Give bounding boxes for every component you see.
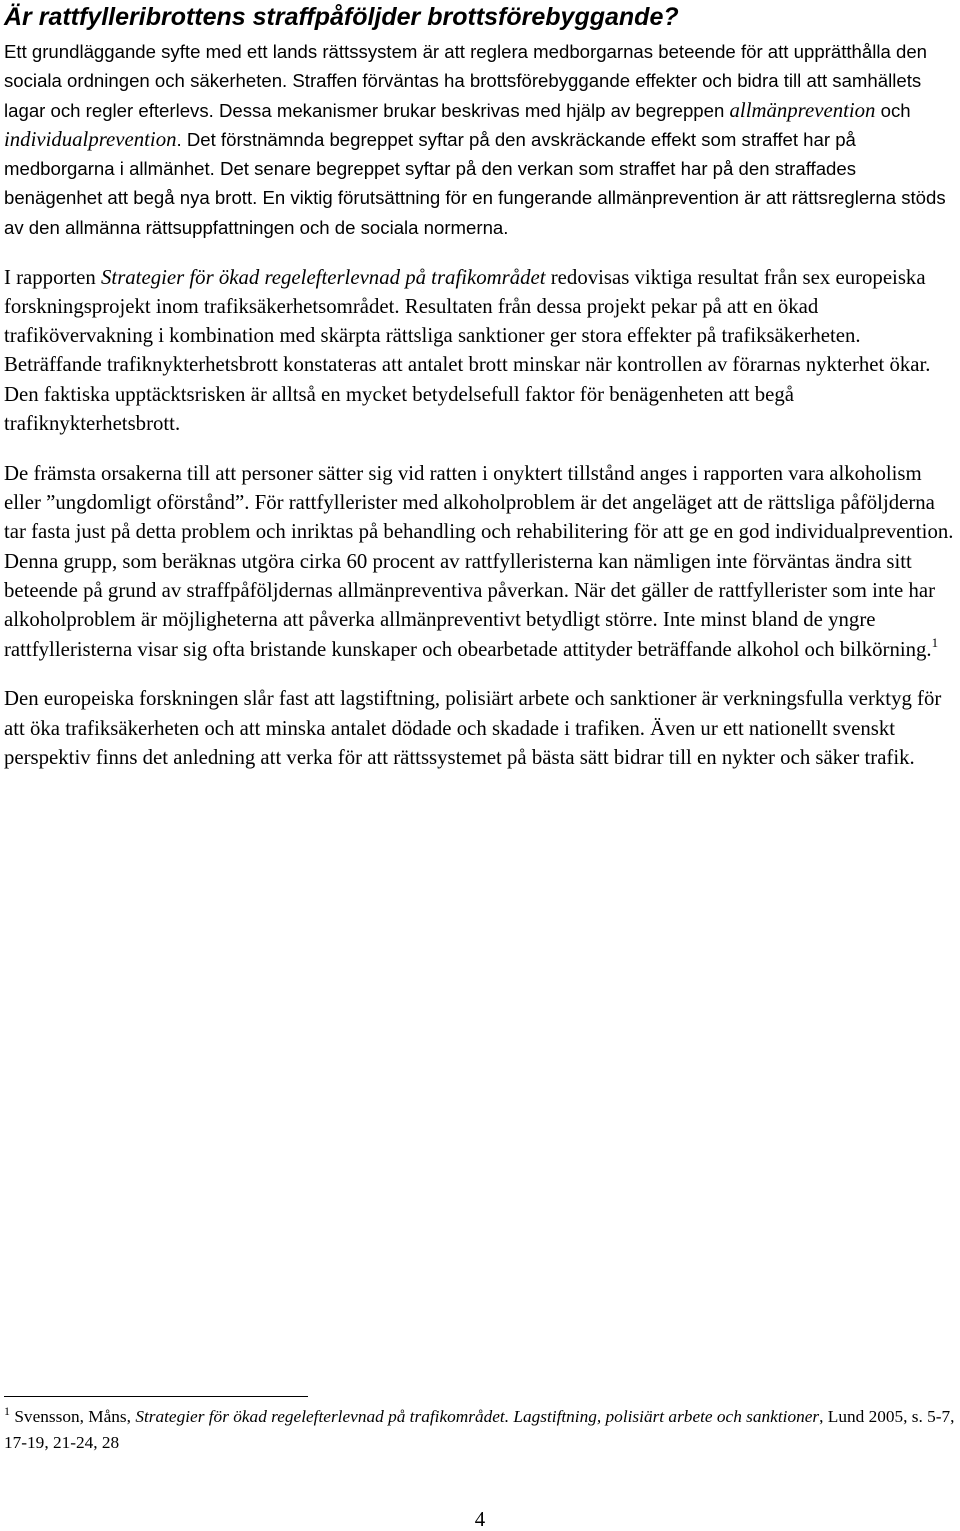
footnote-reference[interactable]: 1: [931, 634, 939, 650]
paragraph-conclusion: [4, 684, 956, 772]
report-title: Strategier för ökad regelefterlevnad på trafikområdet: [101, 265, 546, 289]
term-allmanprevention: allmänprevention: [729, 98, 876, 122]
footnote-source-title: Strategier för ökad regelefterlevnad på trafikområdet. Lagstiftning, polisiärt arbete och sanktioner: [135, 1407, 820, 1426]
footnote-separator: [4, 1396, 308, 1397]
paragraph-text: Ett grundläggande syfte med ett lands rättssystem är att reglera medborgarnas beteende för att upprätthålla den sociala ordningen och säkerheten. Straffen förväntas ha brottsförebyggande effekter och bidra till att samhällets lagar och regler efterlevs. Dessa mekanismer brukar beskrivas med hjälp av begreppen: [4, 41, 928, 121]
footnote-text: Svensson, Måns,: [10, 1407, 136, 1426]
paragraph-text: De främsta orsakerna till att personer sätter sig vid ratten i onyktert tillstånd anges i rapporten vara alkoholism eller ”ungdomligt oförstånd”. För rattfyllerister med alkoholproblem är det angeläget att de rättsliga påföljderna tar fasta just på detta problem och inriktas på behandling och rehabilitering för att ge en god individualprevention. Denna grupp, som beräknas utgöra cirka 60 procent av rattfylleristerna kan nämligen inte förväntas ändra sitt beteende på grund av straffpåföljdernas allmänpreventiva påverkan. När det gäller de rattfyllerister som inte har alkoholproblem är möjligheterna att påverka allmänpreventivt betydligt större. Inte minst bland de yngre rattfylleristerna visar sig ofta bristande kunskaper och obearbetade attityder beträffande alkohol och bilkörning.: [4, 461, 954, 661]
footnote: [4, 1404, 956, 1456]
footnote-number: 1: [4, 1404, 10, 1418]
page-number: 4: [474, 1508, 486, 1531]
paragraph-text: Den europeiska forskningen slår fast att lagstiftning, polisiärt arbete och sanktioner är verkningsfulla verktyg för att öka trafiksäkerheten och att minska antalet dödade och skadade i trafiken. Även ur ett nationellt svenskt perspektiv finns det anledning att verka för att rättssystemet på bästa sätt bidrar till en nykter och säker trafik.: [4, 687, 942, 770]
paragraph-text: . Det förstnämnda begreppet syftar på den avskräckande effekt som straffet har på medborgarna i allmänhet. Det senare begreppet syftar på den verkan som straffet har på den straffades benägenhet att begå nya brott. En viktig förutsättning för en fungerande allmänprevention är att rättsreglerna stöds av den allmänna rättsuppfattningen och de sociala normerna.: [4, 128, 946, 238]
section-heading: Är rattfylleribrottens straffpåföljder brottsförebyggande?: [4, 3, 679, 31]
paragraph-text: redovisas viktiga resultat från sex europeiska forskningsprojekt inom trafiksäkerhetsområdet. Resultaten från dessa projekt pekar på att en ökad trafikövervakning i kombination med skärpta rättsliga sanktioner ger stora effekter på trafiksäkerheten. Beträffande trafiknykterhetsbrott konstateras att antalet brott minskar när kontrollen av förarnas nykterhet ökar. Den faktiska upptäcktsrisken är alltså en mycket betydelsefull faktor för benägenheten att begå trafiknykterhetsbrott.: [4, 265, 931, 436]
paragraph-report: [4, 263, 956, 439]
footnote-text: , Lund 2005, s. 5-7, 17-19, 21-24, 28: [4, 1407, 955, 1452]
paragraph-text: och: [875, 99, 911, 121]
document-page: [4, 0, 956, 1529]
paragraph-causes: [4, 459, 956, 664]
paragraph-prevention: [4, 37, 956, 242]
body-text: [4, 37, 956, 793]
term-individualprevention: individualprevention: [4, 127, 177, 151]
paragraph-text: I rapporten: [4, 265, 102, 289]
